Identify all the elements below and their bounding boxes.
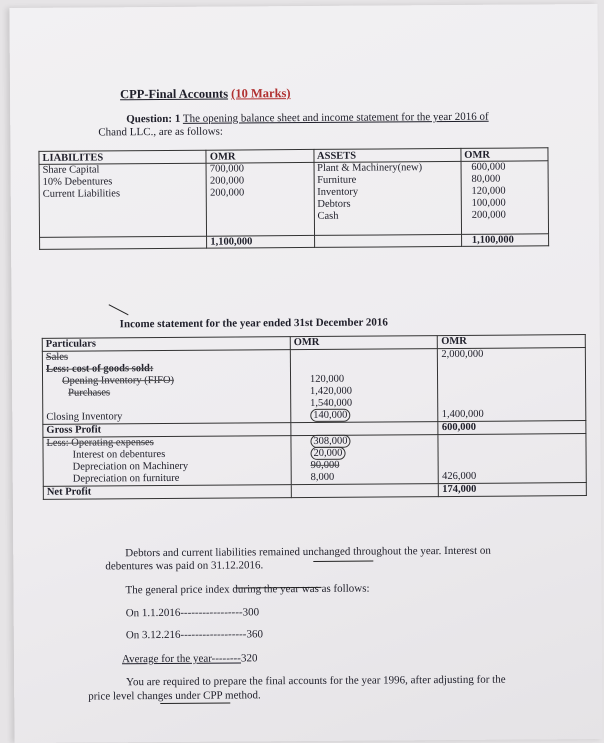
purchases-label: Purchases	[68, 387, 111, 399]
income-statement-heading: Income statement for the year ended 31st December 2016	[119, 316, 388, 331]
liability-value: 200,000	[210, 187, 245, 199]
header-omr-1: OMR	[206, 149, 313, 163]
pen-mark	[109, 304, 129, 315]
liability-values	[206, 162, 314, 236]
index-value: 360	[246, 628, 264, 641]
col-particulars: Particulars	[42, 337, 290, 352]
opex-row	[43, 434, 586, 487]
dep-furniture-label: Depreciation on furniture	[72, 472, 180, 485]
question-number: Question: 1	[126, 112, 181, 126]
asset-item: Debtors	[317, 198, 351, 210]
opex-particulars	[43, 436, 291, 487]
less-cogs-label: Less: cost of goods sold:	[45, 363, 154, 375]
asset-value: 200,000	[471, 209, 506, 221]
balance-sheet-table	[38, 147, 549, 250]
assets-list	[314, 161, 462, 235]
note-line-2: debentures was paid on 31.12.2016.	[105, 559, 264, 573]
question-line-1	[126, 111, 488, 126]
index-row-2	[126, 628, 263, 641]
less-opex-label: Less: Operating expenses	[46, 437, 154, 449]
cogs-particulars	[42, 350, 290, 425]
asset-value: 120,000	[471, 185, 506, 197]
balance-sheet-total-row	[40, 234, 549, 250]
note-line-4: You are required to prepare the final accounts for the year 1996, after adjusting for the	[126, 673, 506, 689]
liabilities-list	[39, 163, 207, 237]
interest-label: Interest on debentures	[72, 448, 166, 461]
cogs-totals	[438, 348, 586, 422]
subtotal-value: 1,540,000	[310, 397, 353, 409]
closing-inventory-label: Closing Inventory	[46, 411, 123, 423]
opex-total-value: 426,000	[442, 470, 477, 483]
liability-item: Share Capital	[42, 164, 100, 176]
index-value: 320	[240, 652, 258, 665]
interest-value: 20,000	[294, 447, 435, 460]
net-profit-label: Net Profit	[43, 485, 291, 500]
opening-inventory-value: 120,000	[309, 373, 345, 385]
dep-machinery-value: 90,000	[310, 459, 340, 471]
asset-item: Inventory	[317, 186, 359, 198]
note-line-5: price level changes under CPP method.	[88, 689, 261, 703]
col-omr-2: OMR	[438, 335, 586, 349]
pen-underline	[313, 561, 373, 562]
header-omr-2: OMR	[461, 148, 548, 162]
asset-value: 80,000	[471, 173, 501, 185]
liability-item: Current Liabilities	[42, 188, 121, 200]
gross-profit-value: 600,000	[438, 421, 586, 435]
liability-item: 10% Debentures	[42, 176, 113, 188]
title-text: CPP-Final Accounts	[119, 86, 229, 102]
dep-furniture-value: 8,000	[310, 471, 335, 483]
balance-sheet-body-row	[39, 161, 548, 238]
sales-value: 2,000,000	[441, 348, 484, 361]
asset-value: 100,000	[471, 197, 506, 209]
cogs-row	[42, 348, 585, 425]
net-profit-value: 174,000	[439, 483, 587, 497]
total-liabilities: 1,100,000	[207, 235, 314, 248]
pen-underline	[160, 703, 230, 704]
asset-item: Furniture	[317, 174, 357, 186]
question-text: The opening balance sheet and income statement for the year 2016 of	[182, 110, 489, 125]
cogs-values	[290, 349, 438, 423]
opex-totals	[438, 434, 586, 484]
gross-profit-label: Gross Profit	[43, 423, 291, 438]
paper-sheet	[9, 4, 602, 743]
opex-value: 308,000	[294, 435, 435, 448]
col-omr-1: OMR	[290, 336, 438, 350]
index-label: On 3.12.216------------------	[125, 628, 247, 642]
cogs-total-value: 1,400,000	[441, 408, 484, 421]
index-row-3	[122, 652, 258, 665]
question-line-2: Chand LLC., are as follows:	[98, 125, 224, 139]
sales-label: Sales	[45, 351, 69, 363]
marks-text: (10 Marks)	[231, 86, 291, 101]
dep-machinery-label: Depreciation on Machinery	[72, 460, 189, 473]
note-line-1: Debtors and current liabilities remained unchanged throughout the year. Interest on	[125, 544, 491, 560]
opening-inventory-label: Opening Inventory (FIFO)	[62, 374, 175, 387]
asset-value: 600,000	[471, 161, 506, 173]
header-liabilities: LIABILITES	[39, 150, 206, 164]
closing-inventory-value: 140,000	[294, 409, 435, 422]
index-label: On 1.1.2016-----------------	[125, 606, 243, 620]
document-title	[120, 86, 291, 102]
opex-values	[291, 435, 439, 485]
purchases-value: 1,420,000	[309, 385, 353, 397]
index-row-1	[126, 606, 260, 619]
note-line-3: The general price index during the year was as follows:	[125, 582, 370, 597]
asset-item: Plant & Machinery(new)	[317, 162, 423, 174]
liability-value: 200,000	[209, 175, 245, 187]
total-assets: 1,100,000	[461, 234, 548, 247]
index-value: 300	[242, 606, 260, 619]
index-label: Average for the year--------	[121, 652, 241, 666]
asset-item: Cash	[317, 210, 339, 222]
liability-value: 700,000	[209, 163, 245, 175]
asset-values	[461, 161, 549, 235]
income-statement-table	[42, 334, 587, 500]
header-assets: ASSETS	[313, 148, 460, 162]
